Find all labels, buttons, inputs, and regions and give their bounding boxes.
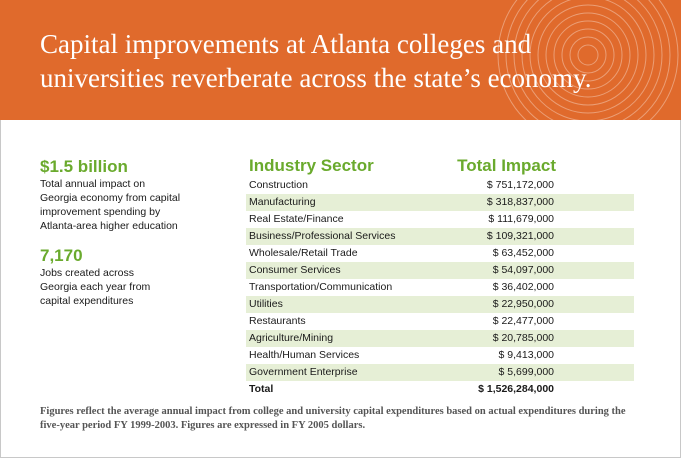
sector-cell: Wholesale/Retail Trade [249, 247, 358, 259]
impact-cell: $ 22,950,000 [492, 298, 554, 310]
stat-description-line: capital expenditures [40, 295, 134, 307]
sector-cell: Total [249, 383, 274, 395]
impact-cell: $ 54,097,000 [492, 264, 554, 276]
sector-cell: Restaurants [249, 315, 306, 327]
title-line-1: Capital improvements at Atlanta colleges and [40, 29, 532, 59]
impact-cell: $ 109,321,000 [486, 230, 554, 242]
footnote [40, 405, 660, 433]
table-row [246, 296, 634, 313]
stat-description-line: Total annual impact on [40, 178, 146, 190]
sector-cell: Real Estate/Finance [249, 213, 344, 225]
sector-cell: Construction [249, 179, 308, 191]
table-row [246, 330, 634, 347]
title-line-2: universities reverberate across the state’s economy. [40, 63, 592, 93]
table-row [246, 364, 634, 381]
impact-cell: $ 5,699,000 [498, 366, 554, 378]
impact-cell: $ 22,477,000 [492, 315, 554, 327]
stat-description-line: Georgia economy from capital [40, 192, 181, 204]
page-title [40, 27, 660, 95]
sector-cell: Health/Human Services [249, 349, 360, 361]
impact-cell: $ 36,402,000 [492, 281, 554, 293]
sector-cell: Manufacturing [249, 196, 316, 208]
table-row [246, 194, 634, 211]
footnote-line: Figures reflect the average annual impact from college and university capital expenditures based on actual expenditures during the [40, 406, 626, 417]
table-row [246, 177, 634, 194]
table-row [246, 262, 634, 279]
table-row [246, 347, 634, 364]
stat-description-line: Atlanta-area higher education [40, 220, 178, 232]
table-row [246, 313, 634, 330]
column-header-sector: Industry Sector [249, 156, 374, 175]
table-row [246, 279, 634, 296]
table-header [246, 156, 634, 176]
stat-value: 7,170 [40, 246, 83, 265]
sector-cell: Government Enterprise [249, 366, 358, 378]
impact-cell: $ 111,679,000 [488, 213, 554, 225]
stat-annual-impact [40, 157, 230, 233]
column-header-impact: Total Impact [457, 156, 556, 175]
stat-description-line: improvement spending by [40, 206, 161, 218]
table-row [246, 211, 634, 228]
impact-cell: $ 20,785,000 [492, 332, 554, 344]
impact-cell: $ 751,172,000 [486, 179, 554, 191]
stat-description [40, 266, 230, 308]
footnote-line: five-year period FY 1999-2003. Figures are expressed in FY 2005 dollars. [40, 420, 366, 431]
sector-cell: Agriculture/Mining [249, 332, 334, 344]
impact-cell: $ 9,413,000 [498, 349, 554, 361]
impact-table [246, 156, 634, 398]
stat-description-line: Georgia each year from [40, 281, 151, 293]
sector-cell: Transportation/Communication [249, 281, 393, 293]
sector-cell: Utilities [249, 298, 283, 310]
table-total-row [246, 381, 634, 398]
stat-description [40, 177, 230, 233]
stat-jobs-created [40, 246, 230, 308]
table-row [246, 228, 634, 245]
table-row [246, 245, 634, 262]
stat-value: $1.5 billion [40, 157, 128, 176]
sector-cell: Business/Professional Services [249, 230, 396, 242]
sector-cell: Consumer Services [249, 264, 341, 276]
header-banner [0, 0, 681, 120]
impact-cell: $ 1,526,284,000 [478, 383, 554, 395]
table-body [246, 177, 634, 398]
stat-description-line: Jobs created across [40, 267, 134, 279]
impact-cell: $ 318,837,000 [486, 196, 554, 208]
impact-cell: $ 63,452,000 [492, 247, 554, 259]
